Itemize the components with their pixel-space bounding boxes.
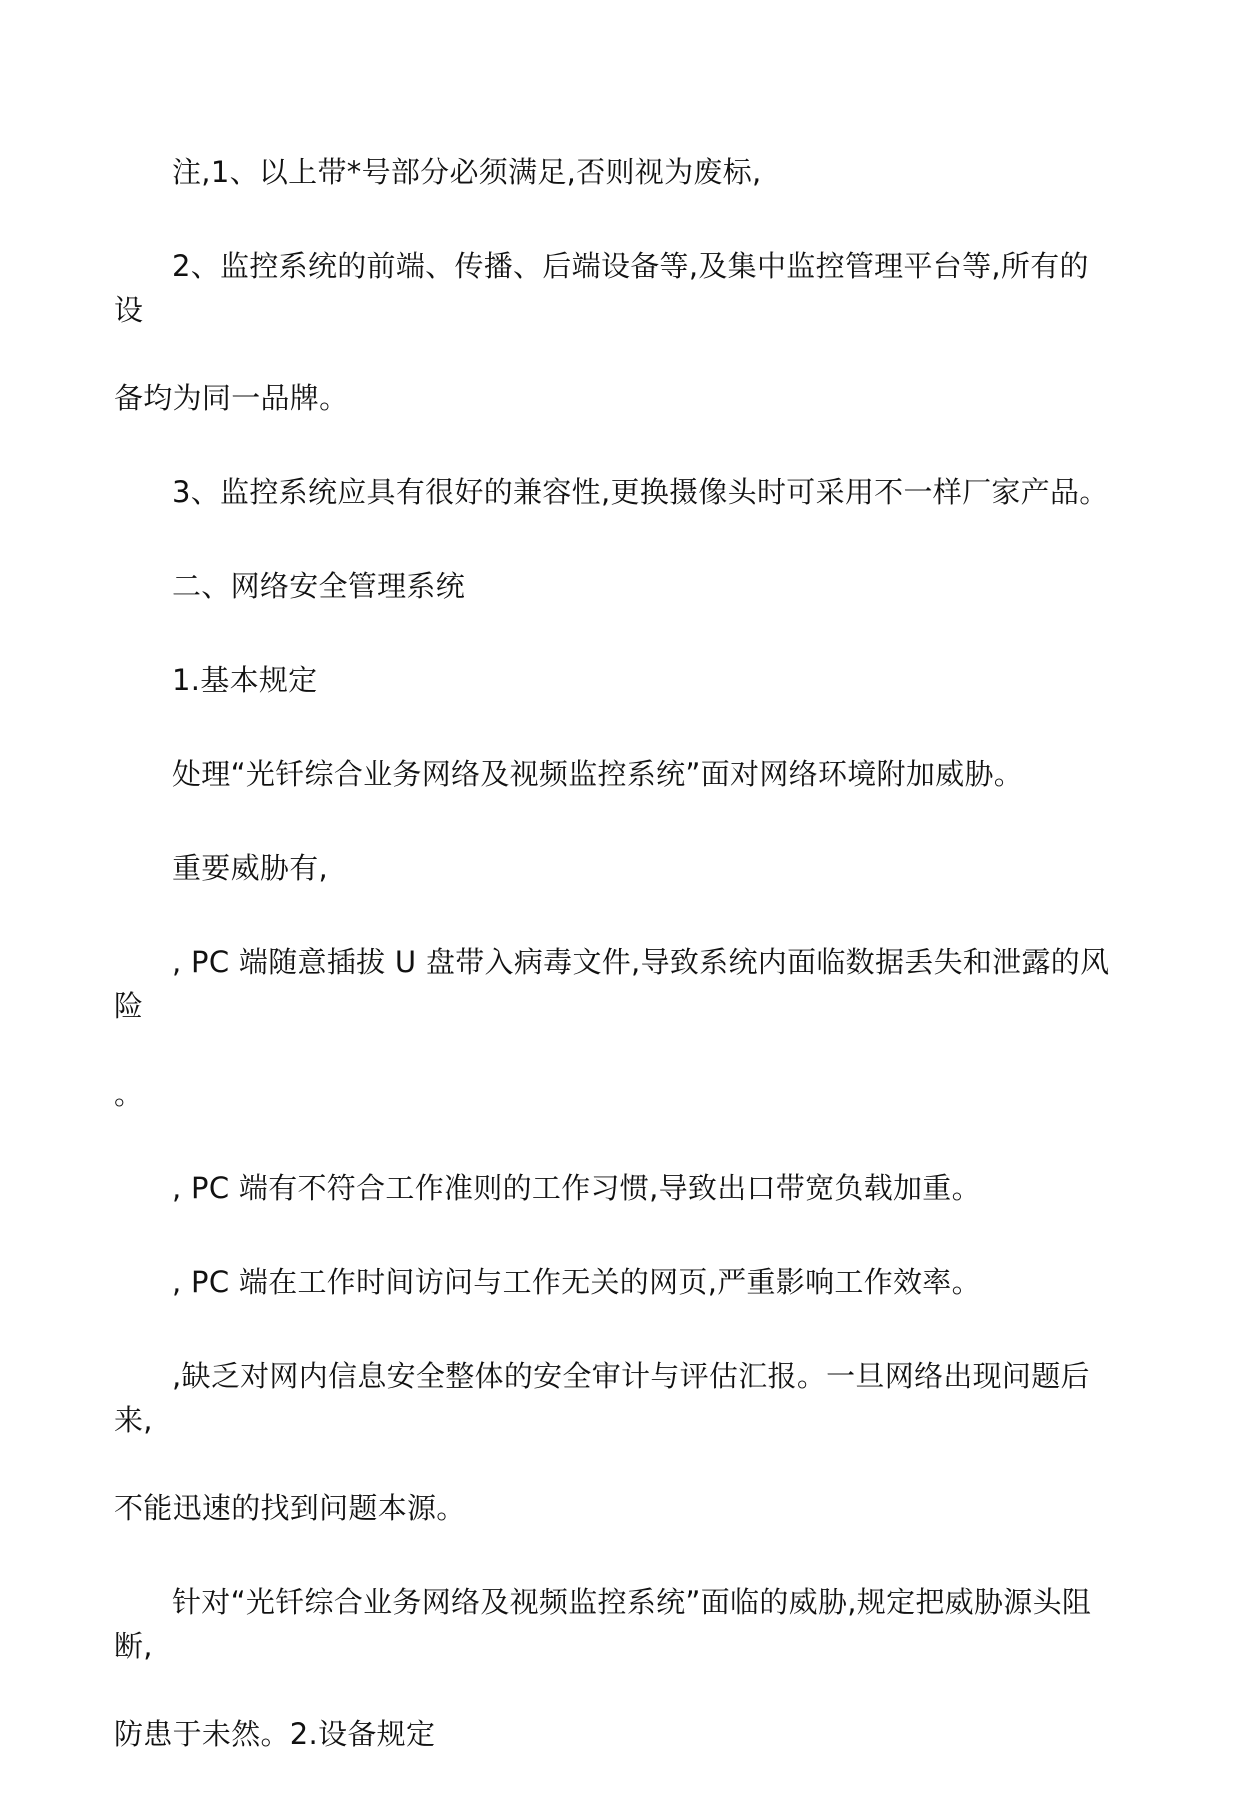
text-line: 处理“光钎综合业务网络及视频监控系统”面对网络环境附加威胁。 [172,757,1024,791]
document-body [114,150,1114,1806]
body-paragraph [114,752,1114,796]
text-line: 重要威胁有, [172,851,329,885]
text-line: 二、网络安全管理系统 [172,569,466,603]
threat-item-paragraph [114,940,1114,1116]
text-line: 2、监控系统的前端、传播、后端设备等,及集中监控管理平台等,所有的设 [114,249,1089,327]
text-line: ,缺乏对网内信息安全整体的安全审计与评估汇报。一旦网络出现问题后来, [114,1359,1090,1437]
threat-item-paragraph [114,1260,1114,1304]
text-line: 备均为同一品牌。 [114,381,349,415]
text-line: 3、监控系统应具有很好的兼容性,更换摄像头时可采用不一样厂家产品。 [172,475,1109,509]
threat-item-paragraph [114,1354,1114,1530]
note-item-2-paragraph [114,244,1114,420]
body-paragraph [114,846,1114,890]
text-line: 1.基本规定 [172,663,318,697]
note-item-3-paragraph [114,470,1114,514]
text-line: , PC 端随意插拔 U 盘带入病毒文件,导致系统内面临数据丢失和泄露的风险 [114,945,1110,1023]
subsection-heading [114,658,1114,702]
text-line: 。 [114,1077,144,1111]
note-paragraph [114,150,1114,194]
section-heading [114,564,1114,608]
text-line: , PC 端有不符合工作准则的工作习惯,导致出口带宽负载加重。 [172,1171,981,1205]
threat-item-paragraph [114,1166,1114,1210]
body-paragraph [114,1580,1114,1756]
text-line: 注,1、以上带*号部分必须满足,否则视为废标, [172,155,762,189]
text-line: 针对“光钎综合业务网络及视频监控系统”面临的威胁,规定把威胁源头阻断, [114,1585,1092,1663]
text-line: 不能迅速的找到问题本源。 [114,1491,466,1525]
text-line: , PC 端在工作时间访问与工作无关的网页,严重影响工作效率。 [172,1265,981,1299]
text-line: 防患于未然。2.设备规定 [114,1717,436,1751]
